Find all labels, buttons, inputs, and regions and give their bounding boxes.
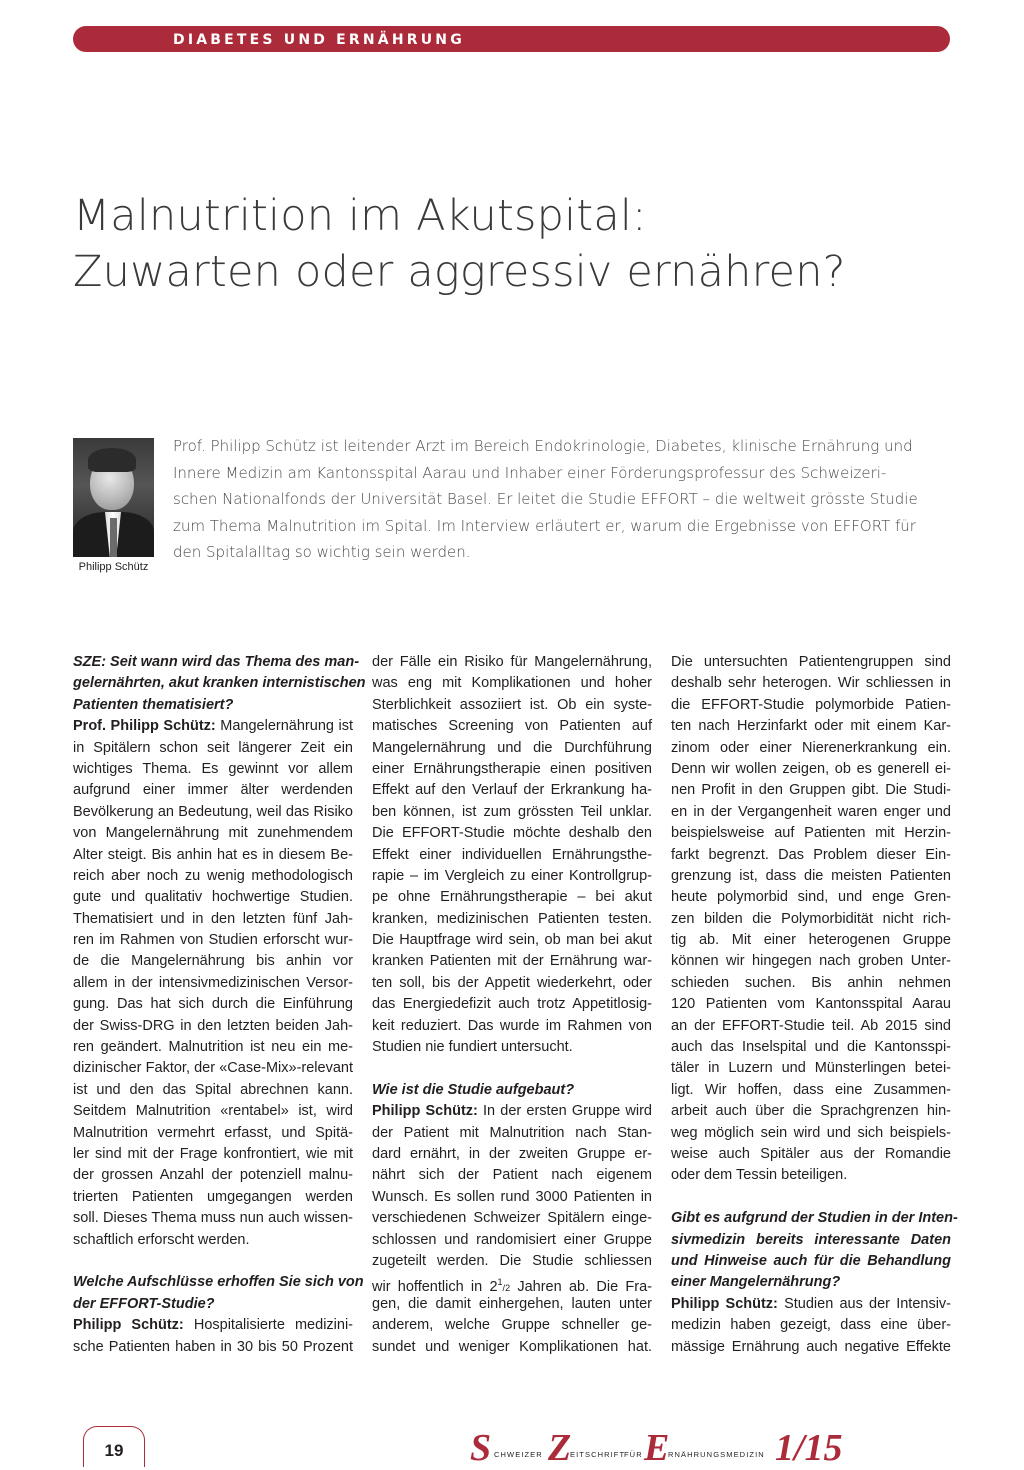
answer-line: der Patient mit Malnutrition nach Stan- bbox=[372, 1124, 652, 1141]
answer-line: rapie – im Vergleich zu einer Kontrollgrup- bbox=[372, 867, 652, 884]
section-label: DIABETES UND ERNÄHRUNG bbox=[173, 32, 465, 48]
answer-line bbox=[671, 1294, 951, 1315]
answer-line: die EFFORT-Studie polymorbide Patien- bbox=[671, 696, 951, 713]
answer-text: Mangelernährung ist bbox=[215, 718, 353, 735]
answer-line: Studien nie fundiert untersucht. bbox=[372, 1039, 573, 1056]
answer-line: Die untersuchten Patientengruppen sind bbox=[671, 654, 951, 670]
answer-line: en in der Vergangenheit waren enger und bbox=[671, 803, 951, 820]
intro-line: Innere Medizin am Kantonsspital Aarau und Inhaber einer Förderungsprofessur des Schweizeri- bbox=[173, 463, 887, 482]
answer-line: heute polymorbid sind, und enge Gren- bbox=[671, 889, 951, 906]
answer-line: Mangelernährung und die Durchführung bbox=[372, 739, 652, 756]
answer-line: ten soll, bis der Appetit wiederkehrt, oder bbox=[372, 974, 652, 991]
answer-line: grenzung ist, dass die meisten Patienten bbox=[671, 867, 951, 884]
question-line: Wie ist die Studie aufgebaut? bbox=[372, 1081, 575, 1098]
speaker-name: Philipp Schütz: bbox=[73, 1317, 184, 1334]
question-line: Gibt es aufgrund der Studien in der Inten- bbox=[671, 1210, 958, 1227]
answer-text: Jahren ab. Die Fra- bbox=[510, 1279, 652, 1296]
masthead-word: FÜR bbox=[624, 1450, 643, 1459]
answer-line: deshalb sehr heterogen. Wir schliessen in bbox=[671, 675, 951, 692]
answer-line: ren geändert. Malnutrition ist neu ein me- bbox=[73, 1039, 353, 1056]
answer-line: der Fälle ein Risiko für Mangelernährung, bbox=[372, 654, 652, 670]
answer-line: keit reduziert. Das wurde im Rahmen von bbox=[372, 1017, 652, 1034]
question-line: der EFFORT-Studie? bbox=[73, 1295, 215, 1312]
answer-line: Wunsch. Es sollen rund 3000 Patienten in bbox=[372, 1188, 652, 1205]
question-line: Patienten thematisiert? bbox=[73, 696, 234, 713]
answer-text: Studien aus der Intensiv- bbox=[777, 1295, 951, 1312]
masthead-word: CHWEIZER bbox=[494, 1450, 543, 1459]
answer-line: de die Mangelernährung bis anhin vor bbox=[73, 953, 353, 970]
answer-line: gung. Das hat sich durch die Einführung bbox=[73, 996, 353, 1013]
answer-line: Malnutrition vermehrt erfasst, und Spitä- bbox=[73, 1124, 353, 1141]
answer-line: farkt begrenzt. Das Problem dieser Ein- bbox=[671, 846, 951, 863]
answer-line: was eng mit Komplikationen und hoher bbox=[372, 675, 652, 692]
answer-line: kranken, medizinischen Patienten testen. bbox=[372, 910, 652, 927]
answer-line: dizinischer Faktor, der «Case-Mix»-relevant bbox=[73, 1060, 353, 1077]
answer-line: täler in Luzern und Münsterlingen betei- bbox=[671, 1060, 951, 1077]
answer-line: Sterblichkeit assoziiert ist. Ob ein syste- bbox=[372, 696, 652, 713]
answer-line: der grossen Anzahl der potenziell malnu- bbox=[73, 1167, 353, 1184]
page-number: 19 bbox=[104, 1441, 124, 1460]
photo-caption: Philipp Schütz bbox=[78, 561, 149, 573]
answer-line: gen, die damit einhergehen, lauten unter bbox=[372, 1295, 652, 1312]
answer-line: einer Ernährungstherapie einen positiven bbox=[372, 760, 652, 777]
answer-line: schlossen und randomisiert einer Gruppe bbox=[372, 1231, 652, 1248]
answer-line: allem in der intensivmedizinischen Versor- bbox=[73, 974, 353, 991]
answer-line: an der EFFORT-Studie teil. Ab 2015 sind bbox=[671, 1017, 951, 1034]
answer-line: in Spitälern schon seit längerer Zeit ein bbox=[73, 739, 353, 756]
answer-line: können wir hingegen nach groben Unter- bbox=[671, 953, 951, 970]
answer-line: arbeit auch über die Sprachgrenzen hin- bbox=[671, 1103, 951, 1120]
answer-line: zinom oder einer Nierenerkrankung ein. bbox=[671, 739, 951, 756]
masthead-word: EITSCHRIFT bbox=[570, 1450, 626, 1459]
article-intro bbox=[173, 433, 953, 566]
answer-line: beispielsweise auf Patienten mit Herzin- bbox=[671, 825, 951, 842]
answer-text: wir hoffentlich in 2 bbox=[372, 1279, 498, 1296]
answer-line: auch das Inselspital und die Kantonsspi- bbox=[671, 1039, 951, 1056]
answer-line bbox=[73, 1315, 353, 1336]
answer-text: Hospitalisierte medizini- bbox=[183, 1317, 353, 1334]
answer-line: nen Profit in den Gruppen gibt. Die Studi- bbox=[671, 782, 951, 799]
question-line: gelernährten, akut kranken internistischen bbox=[73, 675, 366, 692]
answer-line: zen bilden die Polymorbidität nicht rich- bbox=[671, 910, 951, 927]
answer-line: matisches Screening von Patienten auf bbox=[372, 718, 652, 735]
answer-line: ren im Rahmen von Studien erforscht wur- bbox=[73, 932, 353, 949]
answer-line: von Mangelernährung mit zunehmendem bbox=[73, 825, 353, 842]
masthead-word: RNÄHRUNGSMEDIZIN bbox=[668, 1450, 765, 1459]
answer-line: medizin haben gezeigt, dass eine über- bbox=[671, 1317, 951, 1334]
answer-line: dard ernährt, in der zweiten Gruppe er- bbox=[372, 1145, 652, 1162]
answer-line: anderem, welche Gruppe schneller ge- bbox=[372, 1317, 652, 1334]
answer-line: gute und qualitativ hochwertige Studien. bbox=[73, 889, 353, 906]
answer-line: Effekt auf den Verlauf der Erkrankung ha- bbox=[372, 782, 652, 799]
answer-line: soll. Dieses Thema muss nun auch wissen- bbox=[73, 1210, 353, 1227]
fraction-numerator: 1 bbox=[497, 1277, 503, 1288]
answer-line: ben können, ist zum grössten Teil unklar. bbox=[372, 803, 652, 820]
answer-line: Alter steigt. Bis anhin hat es in diesem Be- bbox=[73, 846, 353, 863]
answer-line: reich aber noch zu wenig methodologisch bbox=[73, 867, 353, 884]
intro-line: Prof. Philipp Schütz ist leitender Arzt im Bereich Endokrinologie, Diabetes, klinische Ernährung und bbox=[173, 437, 913, 455]
answer-line: schaftlich erforscht werden. bbox=[73, 1231, 250, 1248]
speaker-name: Prof. Philipp Schütz: bbox=[73, 718, 216, 735]
intro-line: den Spitalalltag so wichtig sein werden. bbox=[173, 543, 471, 561]
article-title bbox=[73, 188, 846, 300]
answer-line: ist und den das Spital abrechnen kann. bbox=[73, 1081, 353, 1098]
author-photo bbox=[73, 438, 154, 557]
answer-line bbox=[73, 716, 353, 737]
answer-line: der Swiss-DRG in den letzten beiden Jah- bbox=[73, 1017, 353, 1034]
intro-line: schen Nationalfonds der Universität Basel. Er leitet die Studie EFFORT – die weltweit grösste Studie bbox=[173, 490, 918, 508]
answer-line: sundet und weniger Komplikationen hat. bbox=[372, 1338, 652, 1355]
masthead-initial-e: E bbox=[644, 1427, 670, 1469]
speaker-name: Philipp Schütz: bbox=[372, 1103, 478, 1120]
answer-line: 120 Patienten vom Kantonsspital Aarau bbox=[671, 996, 951, 1013]
question-line: und Hinweise auch für die Behandlung bbox=[671, 1252, 951, 1269]
masthead-initial-s: S bbox=[470, 1427, 492, 1469]
answer-line: Effekt einer individuellen Ernährungsthe- bbox=[372, 846, 652, 863]
answer-line: das Energiedefizit auch trotz Appetitlosig- bbox=[372, 996, 652, 1013]
question-line: Welche Aufschlüsse erhoffen Sie sich von bbox=[73, 1274, 364, 1291]
answer-line: tig ab. Mit einer heterogenen Gruppe bbox=[671, 932, 951, 949]
answer-line: zugeteilt werden. Die Studie schliessen bbox=[372, 1252, 652, 1269]
masthead-initial-z: Z bbox=[548, 1427, 572, 1469]
answer-line: pe ohne Ernährungstherapie – bei akut bbox=[372, 889, 652, 906]
answer-line: verschiedenen Schweizer Spitälern einge- bbox=[372, 1210, 652, 1227]
answer-line: trierten Patienten umgegangen werden bbox=[73, 1188, 353, 1205]
text-column-3 bbox=[671, 652, 958, 1358]
answer-line bbox=[372, 1101, 652, 1122]
title-line-1: Malnutrition im Akutspital: bbox=[73, 191, 647, 241]
answer-line: Seitdem Malnutrition «rentabel» ist, wird bbox=[73, 1103, 353, 1120]
answer-line: kranken Patienten mit der Ernährung war- bbox=[372, 953, 652, 970]
answer-line: weg möglich sein wird und sich beispiels- bbox=[671, 1124, 951, 1141]
answer-line: Bevölkerung an Bedeutung, weil das Risiko bbox=[73, 803, 353, 820]
fraction-denominator: 2 bbox=[505, 1283, 511, 1294]
answer-line: Thematisiert und in den letzten fünf Jah- bbox=[73, 910, 353, 927]
question-line: SZE: Seit wann wird das Thema des man- bbox=[73, 654, 360, 670]
answer-line: Die Hauptfrage wird sein, ob man bei akut bbox=[372, 932, 652, 949]
answer-line: Denn wir wollen zeigen, ob es generell ei- bbox=[671, 760, 951, 777]
answer-line: mässige Ernährung auch negative Effekte bbox=[671, 1338, 951, 1355]
answer-line: oder dem Tessin beteiligen. bbox=[671, 1167, 848, 1184]
answer-line: wir hoffentlich in $2^1/2$ Jahren ab. Die Fra- bbox=[372, 1277, 652, 1296]
answer-line: ten nach Herzinfarkt oder mit einem Kar- bbox=[671, 718, 951, 735]
answer-line: nährt sich der Patient nach eigenem bbox=[372, 1167, 652, 1184]
text-column-1 bbox=[73, 652, 366, 1358]
answer-line: schieden suchen. Bis anhin nehmen bbox=[671, 974, 951, 991]
journal-masthead bbox=[470, 1426, 860, 1469]
answer-line: sche Patienten haben in 30 bis 50 Prozent bbox=[73, 1338, 353, 1355]
answer-line: Die EFFORT-Studie möchte deshalb den bbox=[372, 825, 652, 842]
section-header-bar bbox=[73, 26, 950, 52]
title-line-2: Zuwarten oder aggressiv ernähren? bbox=[73, 247, 846, 297]
speaker-name: Philipp Schütz: bbox=[671, 1295, 778, 1312]
answer-text: In der ersten Gruppe wird bbox=[477, 1103, 652, 1120]
answer-line: wichtiges Thema. Es gewinnt vor allem bbox=[73, 760, 353, 777]
answer-line: ler sind mit der Frage konfrontiert, wie mit bbox=[73, 1145, 353, 1162]
question-line: einer Mangelernährung? bbox=[671, 1274, 841, 1291]
answer-line: weise auch Spitäler aus der Romandie bbox=[671, 1145, 951, 1162]
answer-line: ligt. Wir hoffen, dass eine Zusammen- bbox=[671, 1081, 951, 1098]
text-column-2 bbox=[372, 652, 652, 1358]
question-line: sivmedizin bereits interessante Daten bbox=[671, 1231, 951, 1248]
answer-line: aufgrund einer immer älter werdenden bbox=[73, 782, 353, 799]
issue-number: 1/15 bbox=[775, 1427, 843, 1469]
intro-line: zum Thema Malnutrition im Spital. Im Interview erläutert er, warum die Ergebnisse von EFFORT für bbox=[173, 516, 916, 535]
